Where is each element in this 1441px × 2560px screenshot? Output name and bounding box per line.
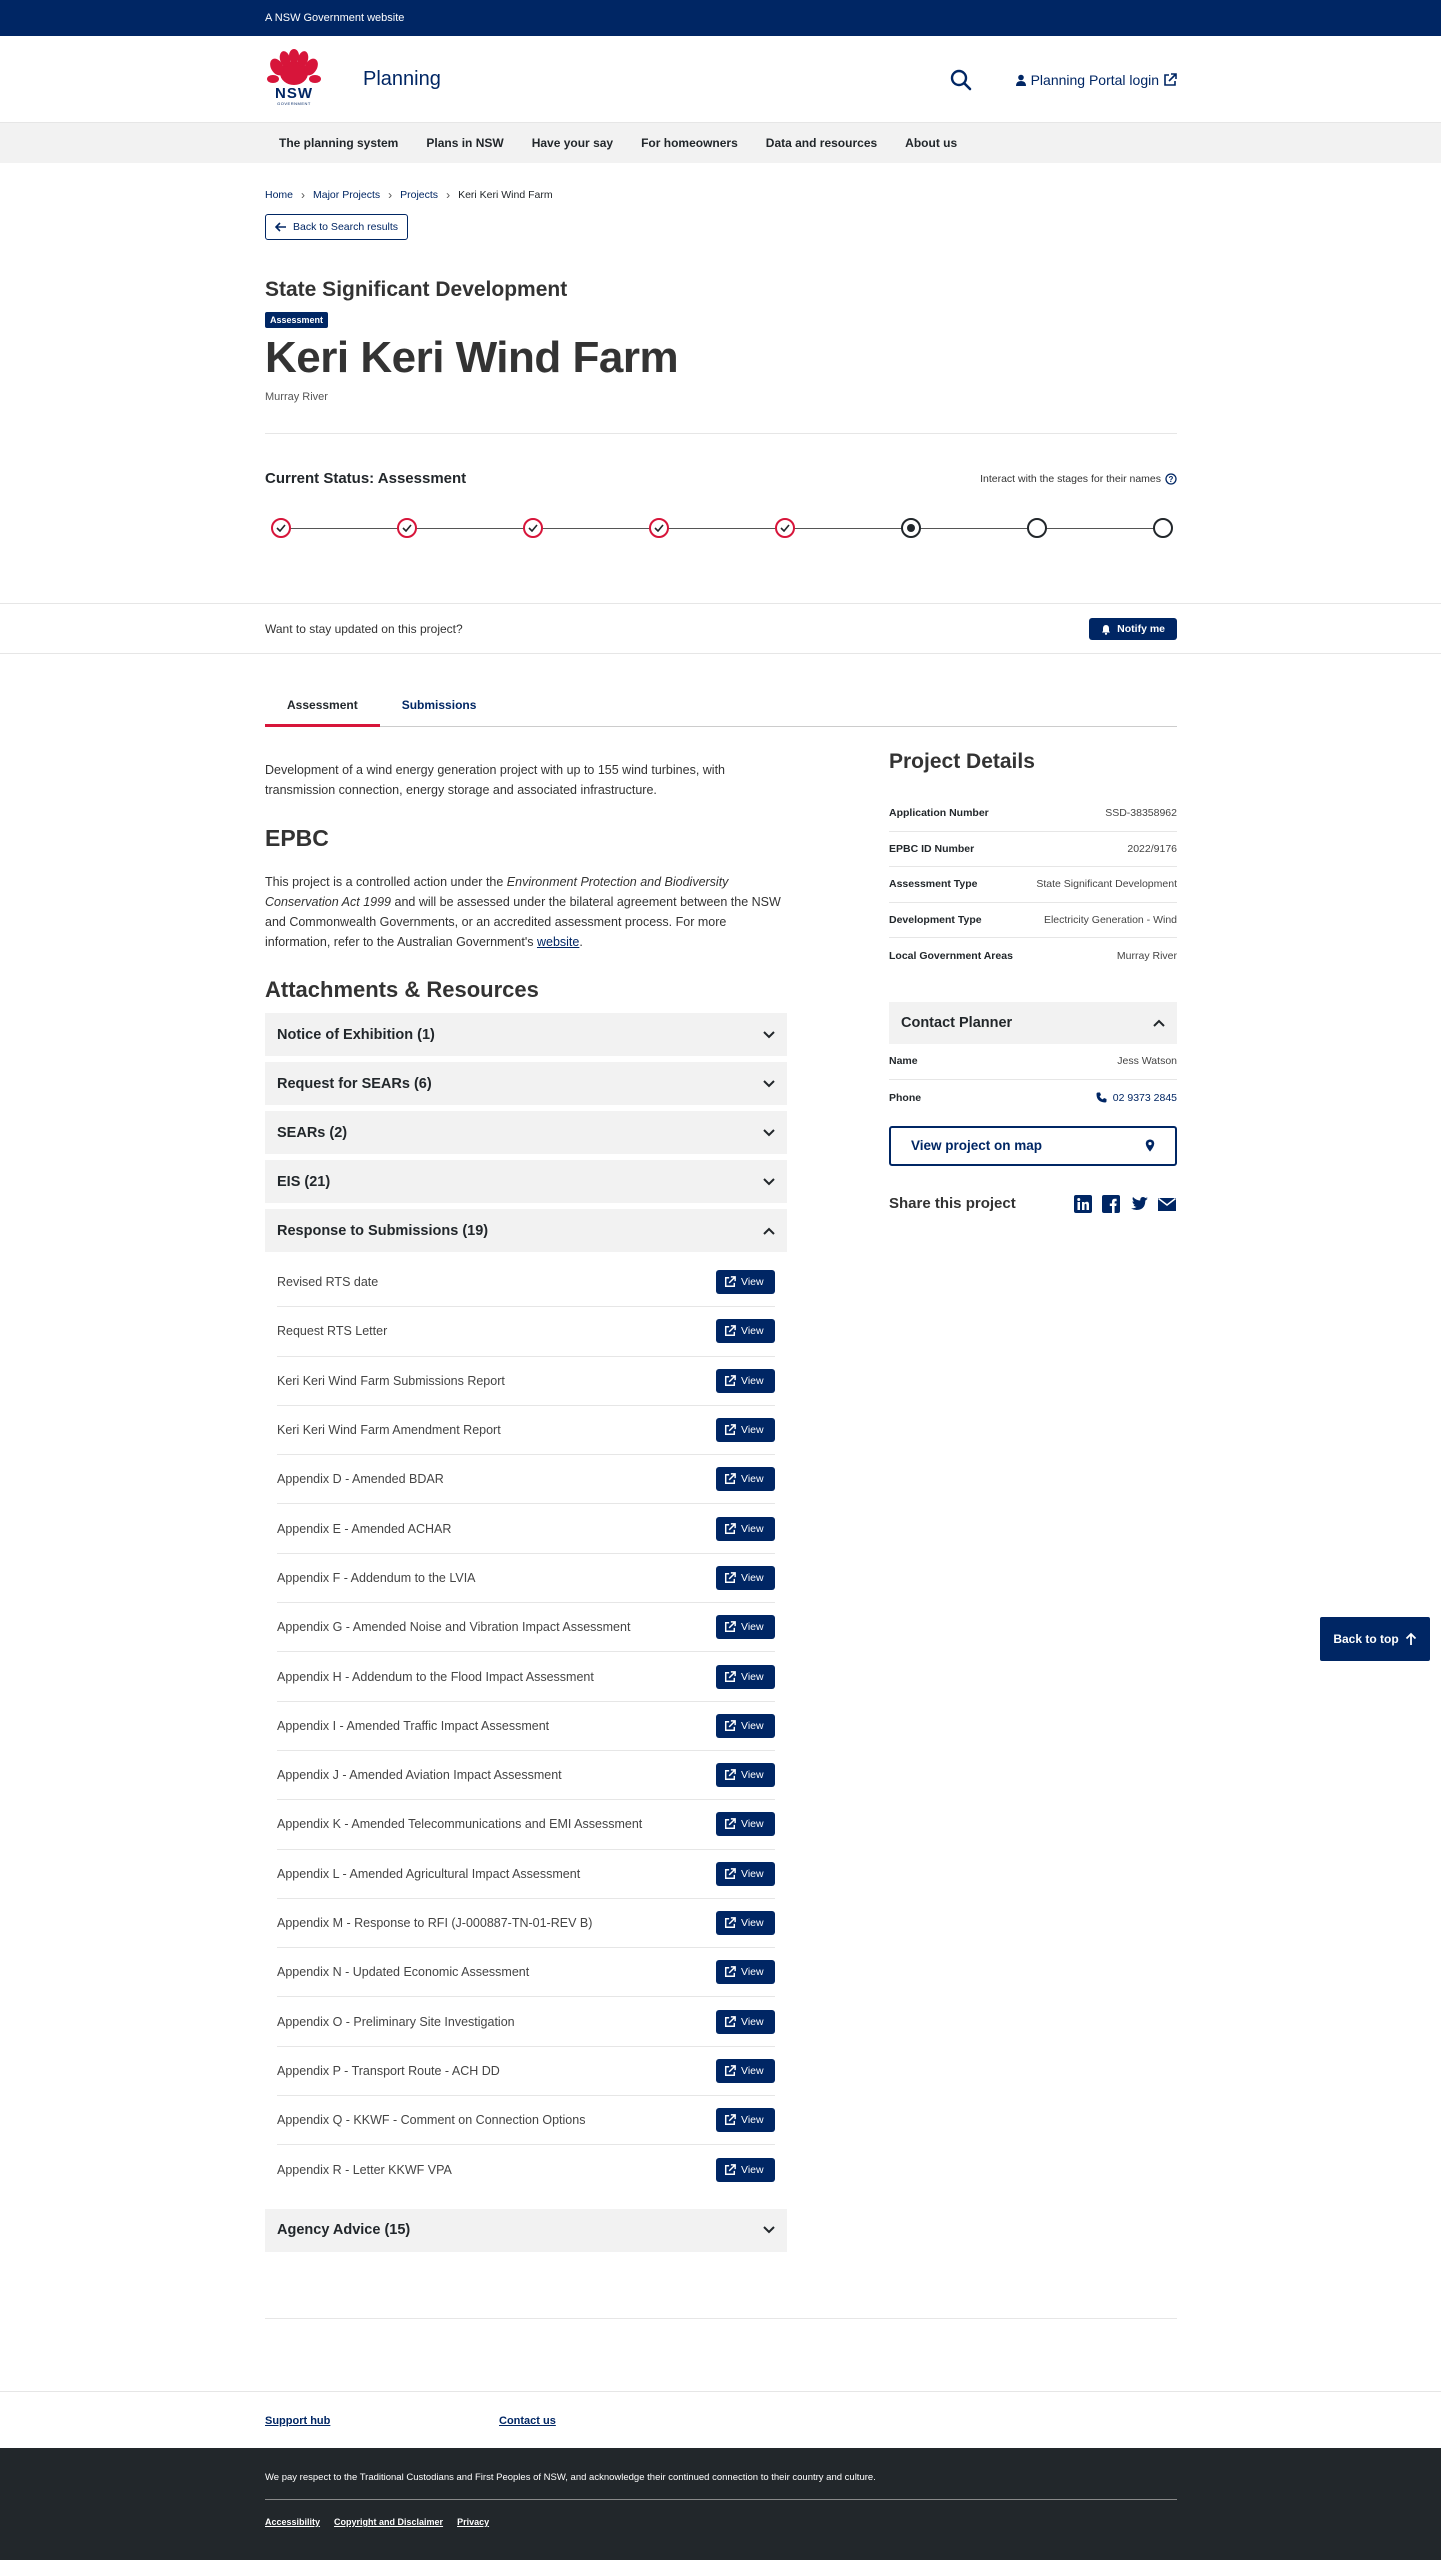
external-link-icon	[724, 1621, 736, 1633]
back-to-search-button[interactable]	[265, 214, 408, 240]
contact-phone-label: Phone	[889, 1091, 922, 1104]
attachments-accordion	[265, 1013, 787, 2252]
tab-bar	[265, 692, 1177, 727]
view-label: View	[741, 1325, 764, 1338]
detail-label: Development Type	[889, 913, 982, 926]
project-lga: Murray River	[265, 391, 328, 403]
document-row	[277, 1652, 775, 1701]
detail-row	[889, 796, 1177, 832]
accordion-title: Agency Advice (15)	[277, 2222, 411, 2239]
stage-progress	[265, 517, 1177, 541]
view-document-button[interactable]	[716, 1763, 775, 1787]
document-row	[277, 1406, 775, 1455]
contact-planner-body	[889, 1044, 1177, 1116]
document-title: Revised RTS date	[277, 1275, 379, 1290]
view-document-button[interactable]	[716, 1319, 775, 1343]
nav-item-have-your-say[interactable]: Have your say	[531, 136, 614, 150]
login-label: Planning Portal login	[1030, 71, 1159, 88]
document-row	[277, 1948, 775, 1997]
view-document-button[interactable]	[716, 1714, 775, 1738]
view-document-button[interactable]	[716, 1467, 775, 1491]
external-link-icon	[724, 1818, 736, 1830]
document-row	[277, 2096, 775, 2145]
detail-row	[889, 867, 1177, 903]
external-link-icon	[724, 1473, 736, 1485]
view-document-button[interactable]	[716, 2010, 775, 2034]
accessibility-link[interactable]: Accessibility	[265, 2517, 321, 2527]
footer-divider	[265, 2499, 1177, 2500]
document-row	[277, 2145, 775, 2194]
contact-planner-heading: Contact Planner	[901, 1014, 1013, 1031]
external-link-icon	[724, 2114, 736, 2126]
footer-links	[0, 2391, 1441, 2448]
detail-row	[889, 832, 1177, 868]
notify-button-label: Notify me	[1117, 623, 1165, 635]
accordion-header[interactable]	[265, 1111, 787, 1154]
document-row	[277, 1504, 775, 1553]
epbc-text-part: and will be assessed under the bilateral agreement between the NSW and Commonwealth Governments, or an accredited assessment process. For more information, refer to the Australian Government's	[265, 895, 781, 949]
document-title: Keri Keri Wind Farm Submissions Report	[277, 1373, 505, 1388]
breadcrumb-projects[interactable]: Projects	[400, 189, 439, 201]
epbc-text-part: .	[579, 935, 583, 949]
external-link-icon	[724, 1671, 736, 1683]
document-row	[277, 1899, 775, 1948]
map-pin-icon	[1145, 1139, 1155, 1152]
notify-band	[0, 603, 1441, 654]
nav-item-data-and-resources[interactable]: Data and resources	[765, 136, 878, 150]
chevron-down-icon	[763, 1080, 775, 1088]
document-row	[277, 1455, 775, 1504]
contact-phone-row	[889, 1080, 1177, 1116]
notify-text: Want to stay updated on this project?	[265, 622, 463, 636]
document-title: Appendix J - Amended Aviation Impact Assessment	[277, 1768, 562, 1783]
document-row	[277, 1800, 775, 1849]
external-link-icon	[724, 1966, 736, 1978]
document-title: Appendix E - Amended ACHAR	[277, 1521, 452, 1536]
detail-row	[889, 903, 1177, 939]
nav-item-for-homeowners[interactable]: For homeowners	[641, 136, 738, 150]
back-label: Back to Search results	[293, 221, 399, 233]
document-title: Keri Keri Wind Farm Amendment Report	[277, 1423, 501, 1438]
tab-assessment[interactable]: Assessment	[265, 692, 380, 727]
attachments-heading: Attachments & Resources	[265, 977, 539, 1002]
stage-indicator[interactable]	[1153, 518, 1173, 538]
document-row	[277, 1554, 775, 1603]
map-button-label: View project on map	[911, 1138, 1043, 1153]
stage-indicator[interactable]	[775, 518, 795, 538]
document-title: Appendix D - Amended BDAR	[277, 1472, 444, 1487]
document-row	[277, 1702, 775, 1751]
view-label: View	[741, 2114, 764, 2127]
epbc-text	[265, 872, 787, 952]
document-row	[277, 1850, 775, 1899]
view-label: View	[741, 1621, 764, 1634]
external-link-icon	[724, 1572, 736, 1584]
chevron-right-icon: ›	[301, 188, 306, 202]
stage-indicator[interactable]	[1027, 518, 1047, 538]
chevron-down-icon	[763, 1129, 775, 1137]
document-title: Appendix F - Addendum to the LVIA	[277, 1570, 476, 1585]
bell-icon	[1101, 624, 1111, 635]
support-hub-link[interactable]: Support hub	[265, 2414, 331, 2427]
detail-label: Assessment Type	[889, 878, 978, 891]
detail-value: State Significant Development	[1036, 878, 1177, 891]
breadcrumb-current: Keri Keri Wind Farm	[458, 189, 553, 201]
check-icon	[654, 524, 664, 532]
document-title: Appendix K - Amended Telecommunications and EMI Assessment	[277, 1817, 643, 1832]
external-link-icon	[724, 1917, 736, 1929]
accordion-title: Request for SEARs (6)	[277, 1075, 432, 1092]
breadcrumb	[265, 188, 1177, 202]
external-link-icon	[724, 1325, 736, 1337]
current-status-title: Current Status: Assessment	[265, 470, 467, 487]
external-link-icon	[724, 1720, 736, 1732]
view-label: View	[741, 1769, 764, 1782]
detail-value: Murray River	[1116, 949, 1177, 962]
chevron-right-icon: ›	[446, 188, 451, 202]
accordion-title: Response to Submissions (19)	[277, 1222, 489, 1239]
view-label: View	[741, 1473, 764, 1486]
tab-submissions[interactable]: Submissions	[401, 698, 477, 712]
document-row	[277, 1258, 775, 1307]
view-on-map-button[interactable]	[889, 1126, 1177, 1166]
view-label: View	[741, 2015, 764, 2028]
nav-item-plans-in-nsw[interactable]: Plans in NSW	[426, 136, 504, 150]
epbc-website-link[interactable]: website	[536, 935, 580, 949]
view-label: View	[741, 2064, 764, 2077]
notify-me-button[interactable]	[1089, 618, 1177, 640]
twitter-icon[interactable]	[1129, 1194, 1149, 1214]
document-row	[277, 2047, 775, 2096]
view-document-button[interactable]	[716, 1862, 775, 1886]
nav-item-planning-system[interactable]: The planning system	[279, 136, 399, 150]
site-header	[0, 36, 1441, 123]
contact-planner-toggle[interactable]	[889, 1002, 1177, 1044]
contact-name-row	[889, 1044, 1177, 1080]
contact-name: Jess Watson	[1117, 1055, 1177, 1067]
site-name[interactable]: Planning	[363, 68, 441, 90]
page-title: Keri Keri Wind Farm	[265, 333, 679, 382]
share-section	[889, 1194, 1177, 1214]
check-icon	[276, 524, 286, 532]
view-document-button[interactable]	[716, 1566, 775, 1590]
accordion-header[interactable]	[265, 1209, 787, 1252]
search-icon[interactable]	[949, 68, 973, 92]
view-document-button[interactable]	[716, 2108, 775, 2132]
chevron-down-icon	[763, 2226, 775, 2234]
breadcrumb-home[interactable]: Home	[265, 189, 294, 201]
copyright-link[interactable]: Copyright and Disclaimer	[334, 2517, 444, 2527]
view-document-button[interactable]	[716, 1270, 775, 1294]
epbc-text-part: This project is a controlled action under the	[265, 875, 507, 889]
external-link-icon	[724, 1424, 736, 1436]
acknowledgement-text: We pay respect to the Traditional Custodians and First Peoples of NSW, and acknowledge their continued connection to their country and culture.	[265, 2472, 876, 2483]
nsw-logo[interactable]	[265, 49, 323, 111]
main-content	[265, 760, 787, 2258]
back-to-top-label: Back to top	[1333, 1632, 1399, 1646]
status-badge: Assessment	[265, 312, 328, 328]
view-document-button[interactable]	[716, 1911, 775, 1935]
document-title: Appendix N - Updated Economic Assessment	[277, 1965, 530, 1980]
logo-text: NSW	[275, 84, 313, 102]
accordion-title: Notice of Exhibition (1)	[277, 1026, 435, 1043]
arrow-up-icon	[1405, 1632, 1417, 1646]
help-icon[interactable]	[1165, 473, 1177, 485]
main-nav	[0, 123, 1441, 163]
phone-icon	[1096, 1092, 1107, 1103]
stages-hint	[980, 473, 1177, 485]
accordion-header[interactable]	[265, 2209, 787, 2252]
document-title: Appendix O - Preliminary Site Investigation	[277, 2014, 515, 2029]
view-label: View	[741, 1424, 764, 1437]
detail-row	[889, 938, 1177, 974]
arrow-left-icon	[275, 222, 287, 232]
view-document-button[interactable]	[716, 2059, 775, 2083]
external-link-icon	[724, 1276, 736, 1288]
svg-text:?: ?	[1168, 474, 1174, 484]
detail-label: Local Government Areas	[889, 949, 1013, 962]
check-icon	[402, 524, 412, 532]
document-title: Request RTS Letter	[277, 1324, 388, 1339]
external-link-icon	[724, 1868, 736, 1880]
accordion-header[interactable]	[265, 1062, 787, 1105]
contact-phone-link[interactable]	[1096, 1092, 1177, 1104]
external-link-icon	[724, 2016, 736, 2028]
accordion-title: SEARs (2)	[277, 1124, 348, 1141]
external-link-icon	[724, 2164, 736, 2176]
view-label: View	[741, 1966, 764, 1979]
detail-value: 2022/9176	[1127, 842, 1177, 855]
detail-label: Application Number	[889, 807, 989, 820]
view-label: View	[741, 1917, 764, 1929]
stage-indicator[interactable]	[271, 518, 291, 538]
view-document-button[interactable]	[716, 2158, 775, 2182]
chevron-right-icon: ›	[388, 188, 393, 202]
document-title: Appendix G - Amended Noise and Vibration Impact Assessment	[277, 1620, 631, 1635]
document-title: Appendix P - Transport Route - ACH DD	[277, 2063, 500, 2078]
view-document-button[interactable]	[716, 1418, 775, 1442]
contact-us-link[interactable]: Contact us	[499, 2414, 556, 2427]
document-title: Appendix M - Response to RFI (J-000887-TN-01-REV B)	[277, 1916, 593, 1930]
detail-label: EPBC ID Number	[889, 842, 975, 855]
external-link-icon	[724, 1523, 736, 1535]
view-document-button[interactable]	[716, 1812, 775, 1836]
document-title: Appendix H - Addendum to the Flood Impact Assessment	[277, 1669, 594, 1684]
check-icon	[780, 524, 790, 532]
back-to-top-button[interactable]	[1320, 1617, 1430, 1661]
view-label: View	[741, 1867, 764, 1880]
document-title: Appendix I - Amended Traffic Impact Assessment	[277, 1718, 550, 1733]
document-row	[277, 1997, 775, 2046]
accordion-body	[265, 1258, 787, 2195]
masthead	[0, 0, 1441, 36]
logo-subtext: GOVERNMENT	[277, 100, 311, 106]
view-label: View	[741, 1276, 764, 1289]
nav-item-about-us[interactable]: About us	[905, 136, 958, 150]
stage-indicator[interactable]	[901, 518, 921, 538]
footer	[0, 2448, 1441, 2560]
stage-indicator[interactable]	[523, 518, 543, 538]
privacy-link[interactable]: Privacy	[457, 2517, 490, 2527]
project-description: Development of a wind energy generation project with up to 155 wind turbines, with transmission connection, energy storage and associated infrastructure.	[265, 763, 725, 797]
contact-phone: 02 9373 2845	[1112, 1091, 1177, 1104]
document-row	[277, 1751, 775, 1800]
waratah-icon	[267, 49, 321, 89]
sidebar	[889, 750, 1177, 1214]
document-title: Appendix Q - KKWF - Comment on Connection Options	[277, 2113, 586, 2128]
email-icon[interactable]	[1157, 1194, 1177, 1214]
portal-login-link[interactable]	[1015, 72, 1177, 88]
external-link-icon	[1163, 73, 1177, 87]
view-label: View	[741, 1719, 764, 1732]
view-label: View	[741, 1571, 764, 1584]
divider	[265, 2318, 1177, 2319]
accordion-title: EIS (21)	[277, 1173, 331, 1190]
project-details-table	[889, 796, 1177, 974]
document-row	[277, 1307, 775, 1356]
view-document-button[interactable]	[716, 1960, 775, 1984]
stage-indicator[interactable]	[397, 518, 417, 538]
breadcrumb-major-projects[interactable]: Major Projects	[313, 189, 381, 201]
view-document-button[interactable]	[716, 1369, 775, 1393]
divider	[265, 433, 1177, 434]
linkedin-icon[interactable]	[1073, 1194, 1093, 1214]
view-document-button[interactable]	[716, 1517, 775, 1541]
chevron-up-icon	[1153, 1019, 1165, 1027]
document-title: Appendix L - Amended Agricultural Impact Assessment	[277, 1866, 581, 1881]
project-details-heading: Project Details	[889, 750, 1035, 773]
accordion-header[interactable]	[265, 1160, 787, 1203]
user-icon	[1015, 74, 1027, 86]
document-row	[277, 1357, 775, 1406]
view-document-button[interactable]	[716, 1665, 775, 1689]
view-label: View	[741, 1670, 764, 1683]
masthead-text: A NSW Government website	[265, 12, 405, 24]
detail-value: SSD-38358962	[1105, 807, 1177, 820]
project-category: State Significant Development	[265, 278, 568, 301]
epbc-heading: EPBC	[265, 825, 329, 851]
facebook-icon[interactable]	[1101, 1194, 1121, 1214]
document-title: Appendix R - Letter KKWF VPA	[277, 2162, 452, 2177]
chevron-down-icon	[763, 1178, 775, 1186]
chevron-down-icon	[763, 1031, 775, 1039]
epbc-act-name: Environment Protection and Biodiversity Conservation Act 1999	[265, 875, 729, 909]
share-title: Share this project	[889, 1195, 1016, 1212]
stage-indicator[interactable]	[649, 518, 669, 538]
view-label: View	[741, 2163, 764, 2176]
view-label: View	[741, 1818, 764, 1831]
external-link-icon	[724, 1375, 736, 1387]
accordion-header[interactable]	[265, 1013, 787, 1056]
chevron-up-icon	[763, 1227, 775, 1235]
external-link-icon	[724, 2065, 736, 2077]
check-icon	[528, 524, 538, 532]
detail-value: Electricity Generation - Wind	[1043, 913, 1177, 926]
view-label: View	[741, 1522, 764, 1535]
external-link-icon	[724, 1769, 736, 1781]
view-document-button[interactable]	[716, 1615, 775, 1639]
view-label: View	[741, 1374, 764, 1387]
stages-hint-text: Interact with the stages for their names	[980, 472, 1161, 485]
document-row	[277, 1603, 775, 1652]
contact-name-label: Name	[889, 1055, 918, 1067]
